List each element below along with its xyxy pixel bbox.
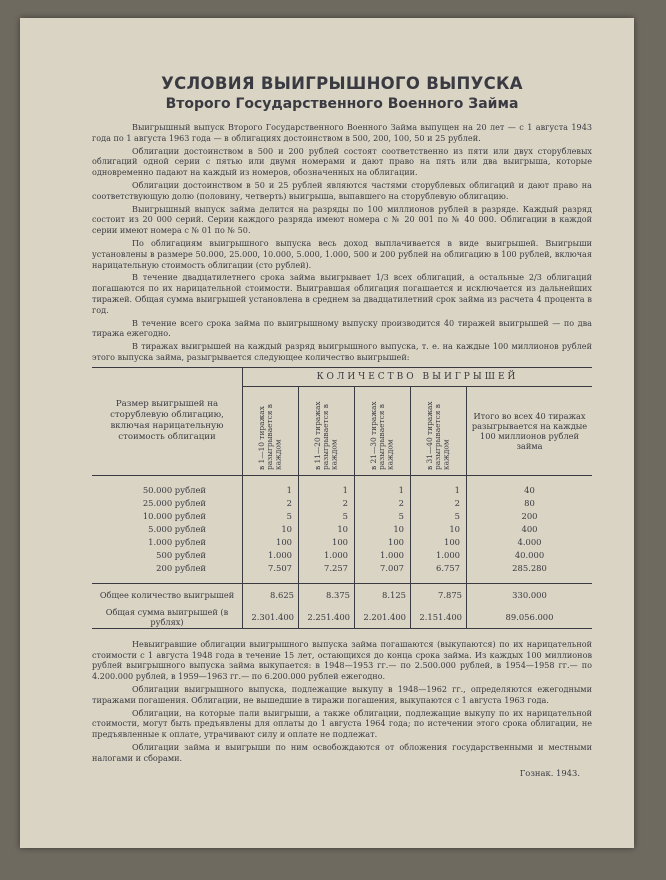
total-cell: 40 [467,475,593,497]
prize-size-cell: 5.000 рублей [148,524,206,535]
printer-imprint: Гознак. 1943. [519,767,580,778]
paragraph: Выигрышный выпуск Второго Государственного Военного Займа выпущен на 20 лет — с 1 августа 1943 года по 1 августа 1963 года — в облигациях достоинством в 500, 200, 100, 50 и 25 рублей. [92,122,592,143]
prize-size-cell: 50.000 рублей [142,485,206,496]
count-cell: 1 [299,475,355,497]
count-cell: 5 [243,510,299,523]
closing-section [92,639,592,764]
count-cell: 100 [243,536,299,549]
count-cell: 2 [355,497,411,510]
count-cell: 8.125 [355,584,411,606]
paragraph: В тиражах выигрышей на каждый разряд выигрышного выпуска, т. е. на каждые 100 миллионов рублей этого выпуска займа, разыгрывается следующее количество выигрышей: [92,341,592,362]
count-cell: 1.000 [299,549,355,562]
total-sum-label: Общая сумма выигрышей (в рублях) [105,606,229,627]
prize-table [92,367,592,629]
count-cell: 1.000 [355,549,411,562]
count-cell: 10 [411,523,467,536]
document-subtitle: Второго Государственного Военного Займа [165,96,519,112]
count-cell: 10 [243,523,299,536]
draws-column-header-text: в 31—40 тиражах разыгрывается в каждом [425,401,451,470]
prize-size-cell: 25.000 рублей [142,498,206,509]
count-cell: 1.000 [411,549,467,562]
paragraph: Облигации, на которые пали выигрыши, а также облигации, подлежащие выкупу по их нарицательной стоимости, могут быть предъявлены для оплаты до 1 августа 1964 года; по истечении этого срока облигации, не предъявленные к оплате, утрачивают силу и оплате не подлежат. [92,707,592,740]
document-title: УСЛОВИЯ ВЫИГРЫШНОГО ВЫПУСКА [161,74,523,93]
count-cell: 1 [355,475,411,497]
total-cell: 4.000 [467,536,593,549]
count-cell: 1 [243,475,299,497]
total-count-row [92,584,592,606]
sum-cell: 2.251.400 [299,606,355,629]
count-cell: 2 [299,497,355,510]
draws-column-header [243,386,299,475]
total-column-header: Итого во всех 40 тиражах разыгрывается на каждые 100 миллионов рублей займа [467,386,593,475]
paragraph: Облигации займа и выигрыши по ним освобождаются от обложения государственными и местными налогами и сборами. [92,741,592,763]
prize-size-header: Размер выигрышей на сторублевую облигацию, включая нарицательную стоимость облигации [110,399,224,443]
total-cell: 330.000 [467,584,593,606]
count-cell: 10 [299,523,355,536]
count-cell: 5 [355,510,411,523]
table-row [92,549,592,562]
table-row [92,497,592,510]
count-cell: 8.375 [299,584,355,606]
count-cell: 7.257 [299,562,355,584]
table-row [92,475,592,497]
draws-column-header-text: в 21—30 тиражах разыгрывается в каждом [369,401,395,470]
total-cell: 80 [467,497,593,510]
table-row [92,510,592,523]
draws-column-header [299,386,355,475]
count-cell: 1.000 [243,549,299,562]
table-row [92,536,592,549]
sum-cell: 2.201.400 [355,606,411,629]
paragraph: Облигации выигрышного выпуска, подлежащие выкупу в 1948—1962 гг., определяются ежегодными тиражами погашения. Облигации, не вышедшие в тиражи погашения, выкупаются с 1 августа 1963 года. [92,683,592,705]
draws-column-header-text: в 11—20 тиражах разыгрывается в каждом [313,401,339,470]
count-cell: 7.875 [411,584,467,606]
paragraph: В течение всего срока займа по выигрышному выпуску производится 40 тиражей выигрышей — по два тиража ежегодно. [92,317,592,339]
document-body [92,74,592,778]
total-cell: 285.280 [467,562,593,584]
sum-cell: 2.151.400 [411,606,467,629]
count-cell: 5 [411,510,467,523]
prize-count-group-header: КОЛИЧЕСТВО ВЫИГРЫШЕЙ [243,368,593,387]
count-cell: 5 [299,510,355,523]
total-sum-row [92,606,592,629]
prize-size-cell: 10.000 рублей [142,511,206,522]
paragraph: Невыигравшие облигации выигрышного выпуска займа погашаются (выкупаются) по их нарицательной стоимости с 1 августа 1948 года в течение 15 лет, остающихся до конца срока займа. Из каждых 100 миллионов рублей выигрышного выпуска займа выкупается: в 1948—1953 гг.— по 2.500.000 рублей, в 1954—1958 гг.— по 4.200.000 рублей, в 1959—1963 гг.— по 6.200.000 рублей ежегодно. [92,638,592,682]
count-cell: 100 [411,536,467,549]
document-sheet [20,18,634,848]
prize-size-cell: 200 рублей [156,563,206,574]
count-cell: 1 [411,475,467,497]
prize-size-cell: 1.000 рублей [148,537,206,548]
draws-column-header [411,386,467,475]
count-cell: 7.007 [355,562,411,584]
paragraph: Облигации достоинством в 50 и 25 рублей являются частями сторублевых облигаций и дают право на соответствующую долю (половину, четверть) выигрыша, выпавшего на сторублевую облигацию. [92,179,592,201]
total-cell: 200 [467,510,593,523]
paragraph: Облигации достоинством в 500 и 200 рублей состоят соответственно из пяти или двух сторублевых облигаций одной серии с пятью или двумя номерами и дают право на пять или два выигрыша, которые одновременно падают на каждый из номеров, обозначенных на облигации. [92,145,592,178]
count-cell: 2 [411,497,467,510]
count-cell: 100 [299,536,355,549]
count-cell: 100 [355,536,411,549]
paragraph: В течение двадцатилетнего срока займа выигрывает 1/3 всех облигаций, а остальные 2/3 облигаций погашаются по их нарицательной стоимости. Выигравшая облигация погашается и исключается из дальнейших тиражей. Общая сумма выигрышей установлена в среднем за двадцатилетний срок займа из расчета 4 процента в год. [92,272,592,315]
count-cell: 2 [243,497,299,510]
count-cell: 10 [355,523,411,536]
count-cell: 7.507 [243,562,299,584]
total-count-label: Общее количество выигрышей [99,589,235,600]
total-cell: 40.000 [467,549,593,562]
total-cell: 89.056.000 [467,606,593,629]
paragraph: По облигациям выигрышного выпуска весь доход выплачивается в виде выигрышей. Выигрыши установлены в размере 50.000, 25.000, 10.000, 5.000, 1.000, 500 и 200 рублей на облигацию в 100 рублей, включая нарицательную стоимость облигации (сто рублей). [92,237,592,270]
count-cell: 6.757 [411,562,467,584]
total-cell: 400 [467,523,593,536]
count-cell: 8.625 [243,584,299,606]
sum-cell: 2.301.400 [243,606,299,629]
table-row [92,562,592,584]
paragraph: Выигрышный выпуск займа делится на разряды по 100 миллионов рублей в разряде. Каждый разряд состоит из 20 000 серий. Серии каждого разряда имеют номера с № 20 001 по № 40 000. Облигации в каждой серии имеют номера с № 01 по № 50. [92,203,592,236]
prize-size-cell: 500 рублей [156,550,206,561]
table-row [92,523,592,536]
draws-column-header [355,386,411,475]
draws-column-header-text: в 1—10 тиражах разыгрывается в каждом [257,403,283,470]
